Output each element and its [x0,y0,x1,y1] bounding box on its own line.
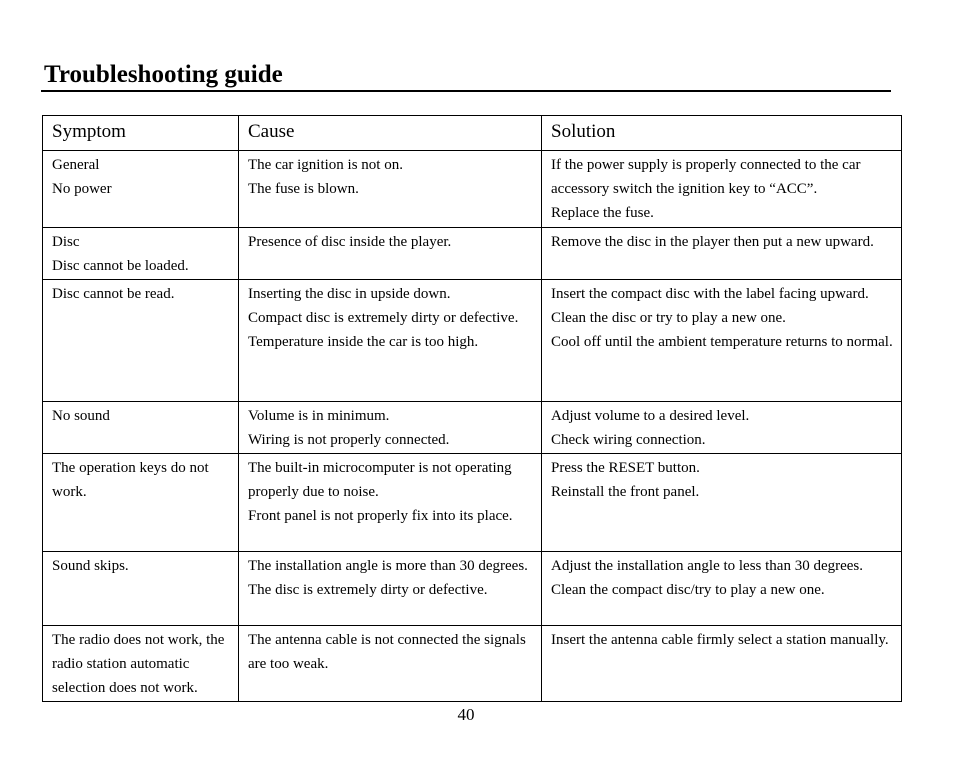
cause-cell [239,402,542,454]
solution-line: Cool off until the ambient temperature returns to normal. [551,334,893,350]
table-header-row [43,116,902,151]
symptom-line: Disc [52,234,80,250]
cause-line: Volume is in minimum. [248,408,390,424]
solution-line: Remove the disc in the player then put a new upward. [551,234,874,250]
cause-line: Inserting the disc in upside down. [248,286,451,302]
header-cause: Cause [239,116,542,151]
cause-line: The antenna cable is not connected the signals are too weak. [248,632,526,672]
cause-line: The car ignition is not on. [248,157,403,173]
page-title: Troubleshooting guide [44,61,283,88]
cause-cell [239,228,542,280]
cause-line: Temperature inside the car is too high. [248,334,479,350]
solution-line: Check wiring connection. [551,432,706,448]
cause-line: Presence of disc inside the player. [248,234,452,250]
solution-cell [542,402,902,454]
symptom-line: The operation keys do not work. [52,460,209,500]
troubleshooting-table [42,115,902,702]
table-row [43,626,902,702]
symptom-cell [43,552,239,626]
solution-line: Adjust volume to a desired level. [551,408,750,424]
solution-line: Clean the compact disc/try to play a new one. [551,582,825,598]
solution-line: Press the RESET button. [551,460,700,476]
symptom-line: Disc cannot be loaded. [52,258,189,274]
table-row [43,228,902,280]
header-symptom: Symptom [43,116,239,151]
solution-line: Adjust the installation angle to less than 30 degrees. [551,558,864,574]
page-number: 40 [457,705,475,724]
cause-cell [239,626,542,702]
symptom-cell [43,151,239,228]
table-row [43,552,902,626]
table-row [43,454,902,552]
solution-line: Replace the fuse. [551,205,654,221]
cause-cell [239,552,542,626]
solution-cell [542,228,902,280]
symptom-line: Sound skips. [52,558,129,574]
solution-line: Reinstall the front panel. [551,484,700,500]
cause-cell [239,454,542,552]
solution-line: Insert the antenna cable firmly select a station manually. [551,632,889,648]
symptom-line: No sound [52,408,110,424]
solution-cell [542,552,902,626]
cause-line: The installation angle is more than 30 degrees. [248,558,528,574]
cause-line: Wiring is not properly connected. [248,432,450,448]
symptom-cell [43,626,239,702]
cause-line: The disc is extremely dirty or defective. [248,582,488,598]
solution-cell [542,151,902,228]
symptom-cell [43,280,239,402]
header-solution: Solution [542,116,902,151]
symptom-line: No power [52,181,112,197]
solution-cell [542,280,902,402]
symptom-line: Disc cannot be read. [52,286,175,302]
solution-cell [542,626,902,702]
cause-cell [239,280,542,402]
solution-cell [542,454,902,552]
symptom-cell [43,402,239,454]
cause-line: Front panel is not properly fix into its place. [248,508,513,524]
symptom-line: The radio does not work, the radio station automatic selection does not work. [52,632,225,696]
symptom-cell [43,454,239,552]
table-row [43,151,902,228]
solution-line: If the power supply is properly connected to the car accessory switch the ignition key to “ACC”. [551,157,861,197]
symptom-line: General [52,157,100,173]
solution-line: Insert the compact disc with the label facing upward. [551,286,869,302]
symptom-cell [43,228,239,280]
table-row [43,280,902,402]
solution-line: Clean the disc or try to play a new one. [551,310,786,326]
cause-line: The built-in microcomputer is not operating properly due to noise. [248,460,512,500]
cause-line: Compact disc is extremely dirty or defective. [248,310,519,326]
cause-line: The fuse is blown. [248,181,359,197]
table-row [43,402,902,454]
cause-cell [239,151,542,228]
title-underline [41,90,891,92]
